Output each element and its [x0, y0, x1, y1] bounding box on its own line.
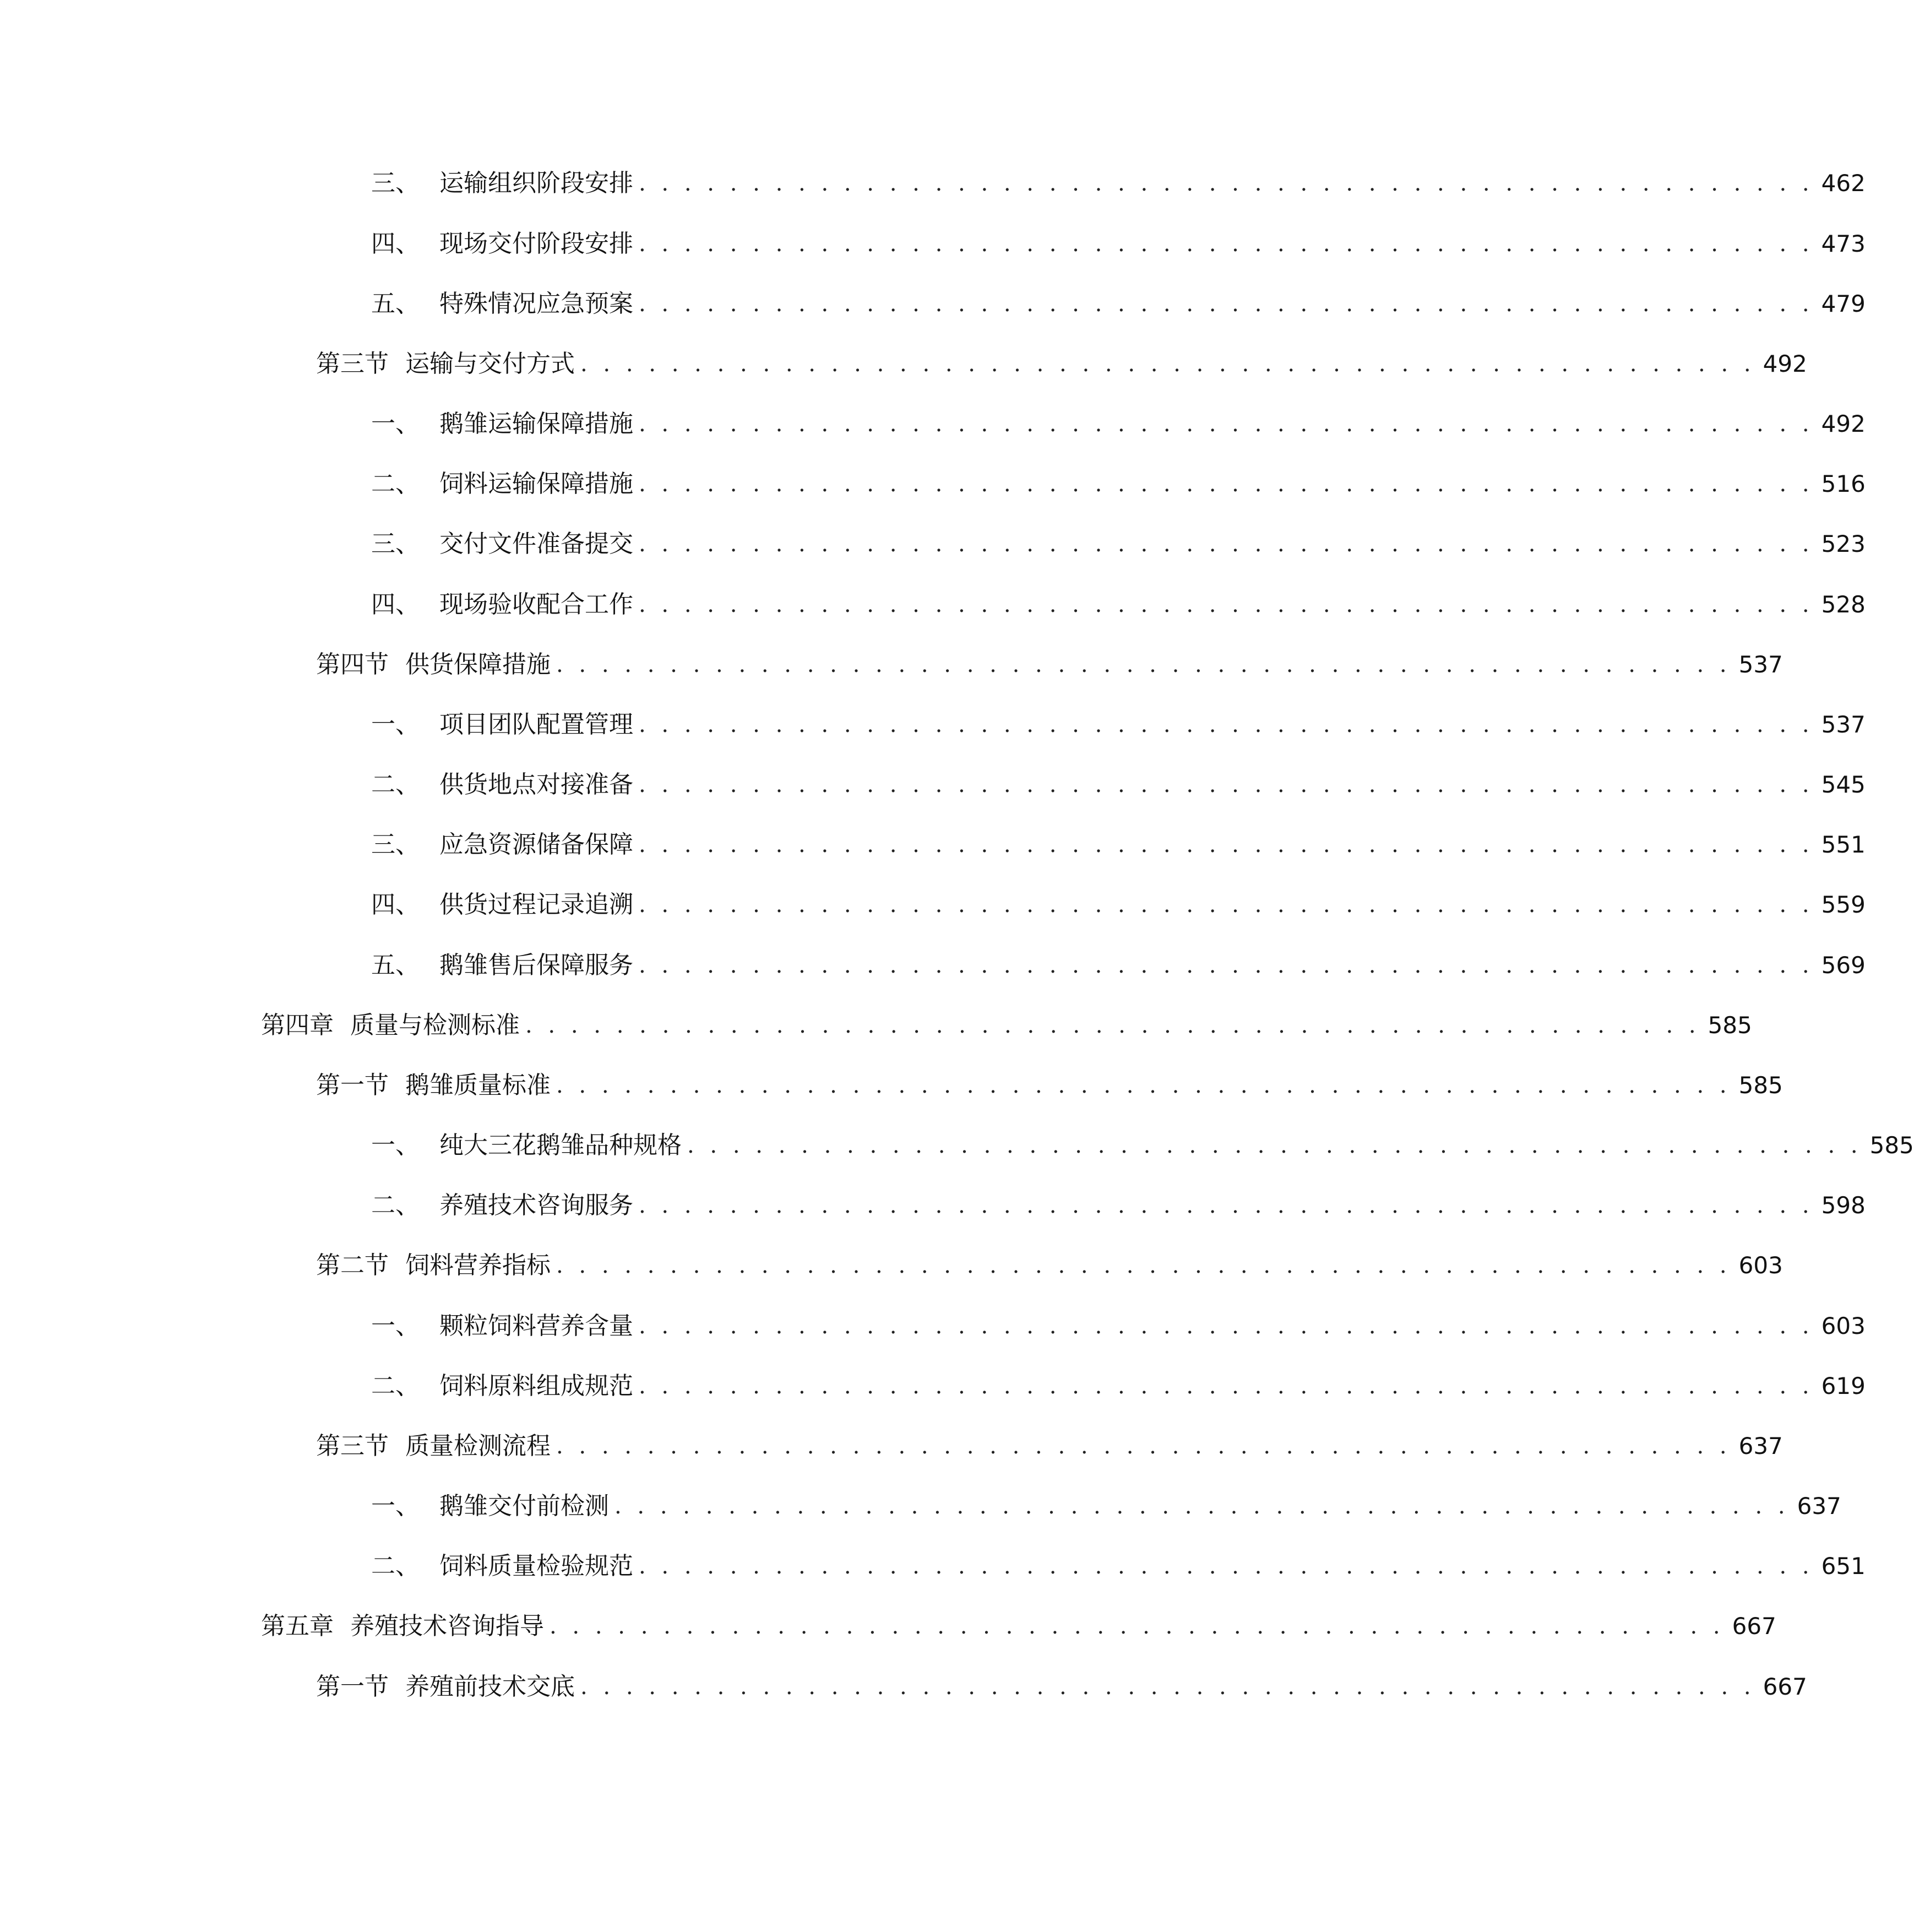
entry-title: 交付文件准备提交: [439, 530, 633, 558]
entry-title: 供货过程记录追溯: [439, 891, 633, 919]
entry-page-number: 462: [1821, 170, 1866, 197]
toc-entry[interactable]: [371, 1129, 1914, 1162]
entry-title: 现场验收配合工作: [439, 590, 633, 618]
toc-entry[interactable]: [371, 528, 1866, 561]
toc-entry[interactable]: [371, 468, 1866, 501]
entry-number: 一、: [371, 1312, 420, 1340]
entry-title: 颗粒饲料营养含量: [439, 1312, 633, 1340]
entry-number: 一、: [371, 1131, 420, 1159]
toc-entry[interactable]: [371, 708, 1866, 741]
dot-leader: . . . . . . . . . . . . . . . . . . . . . . . . . . . . . . . . . . . . . . . . . . . . . . . . . . . .: [615, 1494, 1790, 1519]
entry-page-number: 569: [1821, 952, 1866, 979]
entry-number: 第三节: [316, 1432, 389, 1460]
dot-leader: . . . . . . . . . . . . . . . . . . . . . . . . . . . . . . . . . . . . . . . . . . . . . . . . . . . .: [639, 1314, 1814, 1339]
entry-number: 二、: [371, 1552, 420, 1580]
toc-entry[interactable]: [371, 768, 1866, 801]
entry-page-number: 551: [1821, 831, 1866, 858]
entry-page-number: 598: [1821, 1192, 1866, 1219]
entry-number: 四、: [371, 590, 420, 618]
entry-number: 第五章: [261, 1612, 334, 1640]
entry-number: 二、: [371, 1191, 420, 1219]
toc-entry[interactable]: [316, 1670, 1807, 1703]
entry-title: 质量检测流程: [405, 1432, 551, 1460]
entry-page-number: 492: [1821, 410, 1866, 437]
entry-number: 五、: [371, 290, 420, 318]
dot-leader: . . . . . . . . . . . . . . . . . . . . . . . . . . . . . . . . . . . . . . . . . . . . . . . . . . . .: [639, 953, 1814, 978]
toc-entry[interactable]: [371, 1189, 1866, 1222]
toc-entry[interactable]: [371, 1310, 1866, 1343]
entry-number: 第二节: [316, 1251, 389, 1279]
entry-number: 四、: [371, 230, 420, 258]
entry-number: 一、: [371, 710, 420, 739]
entry-title: 饲料运输保障措施: [439, 470, 633, 498]
dot-leader: . . . . . . . . . . . . . . . . . . . . . . . . . . . . . . . . . . . . . . . . . . . . . . . . . . . .: [639, 291, 1814, 317]
entry-page-number: 516: [1821, 470, 1866, 497]
dot-leader: . . . . . . . . . . . . . . . . . . . . . . . . . . . . . . . . . . . . . . . . . . . . . . . . . . . .: [580, 1674, 1755, 1700]
toc-entry[interactable]: [371, 588, 1866, 621]
entry-title: 运输与交付方式: [405, 350, 575, 378]
entry-page-number: 523: [1821, 530, 1866, 557]
entry-title: 纯大三花鹅雏品种规格: [439, 1131, 682, 1159]
toc-entry[interactable]: [261, 1610, 1776, 1643]
dot-leader: . . . . . . . . . . . . . . . . . . . . . . . . . . . . . . . . . . . . . . . . . . . . . . . . . . . .: [550, 1614, 1725, 1639]
dot-leader: . . . . . . . . . . . . . . . . . . . . . . . . . . . . . . . . . . . . . . . . . . . . . . . . . . . .: [639, 471, 1814, 497]
toc-entry[interactable]: [371, 287, 1866, 321]
dot-leader: . . . . . . . . . . . . . . . . . . . . . . . . . . . . . . . . . . . . . . . . . . . . . . . . . . . .: [556, 1434, 1731, 1459]
toc-entry[interactable]: [316, 1069, 1783, 1102]
entry-title: 饲料营养指标: [405, 1251, 551, 1279]
dot-leader: . . . . . . . . . . . . . . . . . . . . . . . . . . . . . . . . . . . . . . . . . . . . . . . . . . . .: [580, 351, 1755, 377]
toc-entry[interactable]: [371, 227, 1866, 261]
toc-entry[interactable]: [371, 408, 1866, 441]
entry-number: 三、: [371, 530, 420, 558]
dot-leader: . . . . . . . . . . . . . . . . . . . . . . . . . . . . . . . . . . . . . . . . . . . . . . . . . . . .: [639, 1374, 1814, 1399]
entry-number: 二、: [371, 770, 420, 799]
entry-page-number: 479: [1821, 290, 1866, 317]
entry-page-number: 667: [1763, 1673, 1807, 1700]
entry-number: 四、: [371, 891, 420, 919]
entry-title: 供货地点对接准备: [439, 770, 633, 799]
toc-entry[interactable]: [371, 828, 1866, 861]
entry-page-number: 603: [1821, 1312, 1866, 1339]
entry-page-number: 603: [1738, 1252, 1783, 1279]
entry-title: 鹅雏运输保障措施: [439, 410, 633, 438]
toc-entry[interactable]: [371, 167, 1866, 200]
toc-entry[interactable]: [371, 949, 1866, 982]
dot-leader: . . . . . . . . . . . . . . . . . . . . . . . . . . . . . . . . . . . . . . . . . . . . . . . . . . . .: [639, 1193, 1814, 1218]
entry-title: 鹅雏交付前检测: [439, 1492, 609, 1520]
entry-page-number: 528: [1821, 591, 1866, 618]
entry-number: 五、: [371, 951, 420, 979]
toc-entry[interactable]: [316, 348, 1807, 381]
dot-leader: . . . . . . . . . . . . . . . . . . . . . . . . . . . . . . . . . . . . . . . . . . . . . . . . . . . .: [687, 1133, 1862, 1158]
dot-leader: . . . . . . . . . . . . . . . . . . . . . . . . . . . . . . . . . . . . . . . . . . . . . . . . . . . .: [639, 892, 1814, 918]
toc-entry[interactable]: [371, 1370, 1866, 1403]
entry-number: 二、: [371, 470, 420, 498]
dot-leader: . . . . . . . . . . . . . . . . . . . . . . . . . . . . . . . . . . . . . . . . . . . . . . . . . . . .: [639, 531, 1814, 557]
toc-entry[interactable]: [316, 1249, 1783, 1282]
entry-page-number: 585: [1738, 1072, 1783, 1099]
entry-title: 特殊情况应急预案: [439, 290, 633, 318]
toc-entry[interactable]: [371, 1550, 1866, 1583]
entry-page-number: 667: [1732, 1613, 1776, 1640]
entry-page-number: 537: [1821, 711, 1866, 738]
dot-leader: . . . . . . . . . . . . . . . . . . . . . . . . . . . . . . . . . . . . . . . . . . . . . . . . . . . .: [556, 1073, 1731, 1098]
entry-title: 养殖前技术交底: [405, 1673, 575, 1701]
entry-number: 三、: [371, 831, 420, 859]
dot-leader: . . . . . . . . . . . . . . . . . . . . . . . . . . . . . . . . . . . . . . . . . . . . . . . . . . . .: [639, 231, 1814, 257]
entry-page-number: 637: [1797, 1493, 1841, 1519]
dot-leader: . . . . . . . . . . . . . . . . . . . . . . . . . . . . . . . . . . . . . . . . . . . . . . . . . . . .: [525, 1013, 1700, 1038]
dot-leader: . . . . . . . . . . . . . . . . . . . . . . . . . . . . . . . . . . . . . . . . . . . . . . . . . . . .: [639, 772, 1814, 797]
entry-title: 养殖技术咨询指导: [350, 1612, 544, 1640]
entry-page-number: 651: [1821, 1553, 1866, 1580]
dot-leader: . . . . . . . . . . . . . . . . . . . . . . . . . . . . . . . . . . . . . . . . . . . . . . . . . . . .: [639, 171, 1814, 196]
toc-entry[interactable]: [261, 1009, 1752, 1042]
toc-entry[interactable]: [371, 888, 1866, 921]
entry-number: 第四节: [316, 650, 389, 679]
entry-title: 应急资源储备保障: [439, 831, 633, 859]
dot-leader: . . . . . . . . . . . . . . . . . . . . . . . . . . . . . . . . . . . . . . . . . . . . . . . . . . . .: [639, 592, 1814, 617]
entry-title: 项目团队配置管理: [439, 710, 633, 739]
entry-number: 第四章: [261, 1011, 334, 1039]
dot-leader: . . . . . . . . . . . . . . . . . . . . . . . . . . . . . . . . . . . . . . . . . . . . . . . . . . . .: [639, 832, 1814, 858]
entry-title: 饲料质量检验规范: [439, 1552, 633, 1580]
entry-number: 三、: [371, 169, 420, 197]
entry-title: 运输组织阶段安排: [439, 169, 633, 197]
entry-number: 第三节: [316, 350, 389, 378]
entry-page-number: 545: [1821, 771, 1866, 798]
toc-entry[interactable]: [316, 648, 1783, 681]
dot-leader: . . . . . . . . . . . . . . . . . . . . . . . . . . . . . . . . . . . . . . . . . . . . . . . . . . . .: [556, 652, 1731, 677]
dot-leader: . . . . . . . . . . . . . . . . . . . . . . . . . . . . . . . . . . . . . . . . . . . . . . . . . . . .: [639, 411, 1814, 437]
entry-number: 一、: [371, 410, 420, 438]
entry-title: 质量与检测标准: [350, 1011, 520, 1039]
entry-title: 供货保障措施: [405, 650, 551, 679]
entry-number: 二、: [371, 1372, 420, 1400]
entry-page-number: 619: [1821, 1372, 1866, 1399]
entry-page-number: 585: [1869, 1132, 1914, 1159]
entry-number: 第一节: [316, 1071, 389, 1099]
dot-leader: . . . . . . . . . . . . . . . . . . . . . . . . . . . . . . . . . . . . . . . . . . . . . . . . . . . .: [639, 712, 1814, 737]
entry-page-number: 585: [1708, 1012, 1752, 1039]
toc-entry[interactable]: [371, 1490, 1841, 1523]
toc-entry[interactable]: [316, 1430, 1783, 1463]
entry-page-number: 492: [1763, 350, 1807, 377]
entry-page-number: 473: [1821, 230, 1866, 257]
entry-number: 一、: [371, 1492, 420, 1520]
dot-leader: . . . . . . . . . . . . . . . . . . . . . . . . . . . . . . . . . . . . . . . . . . . . . . . . . . . .: [639, 1554, 1814, 1579]
entry-title: 现场交付阶段安排: [439, 230, 633, 258]
dot-leader: . . . . . . . . . . . . . . . . . . . . . . . . . . . . . . . . . . . . . . . . . . . . . . . . . . . .: [556, 1253, 1731, 1278]
entry-title: 鹅雏售后保障服务: [439, 951, 633, 979]
entry-page-number: 537: [1738, 651, 1783, 678]
entry-title: 鹅雏质量标准: [405, 1071, 551, 1099]
entry-page-number: 637: [1738, 1432, 1783, 1459]
entry-page-number: 559: [1821, 891, 1866, 918]
entry-title: 养殖技术咨询服务: [439, 1191, 633, 1219]
entry-number: 第一节: [316, 1673, 389, 1701]
entry-title: 饲料原料组成规范: [439, 1372, 633, 1400]
